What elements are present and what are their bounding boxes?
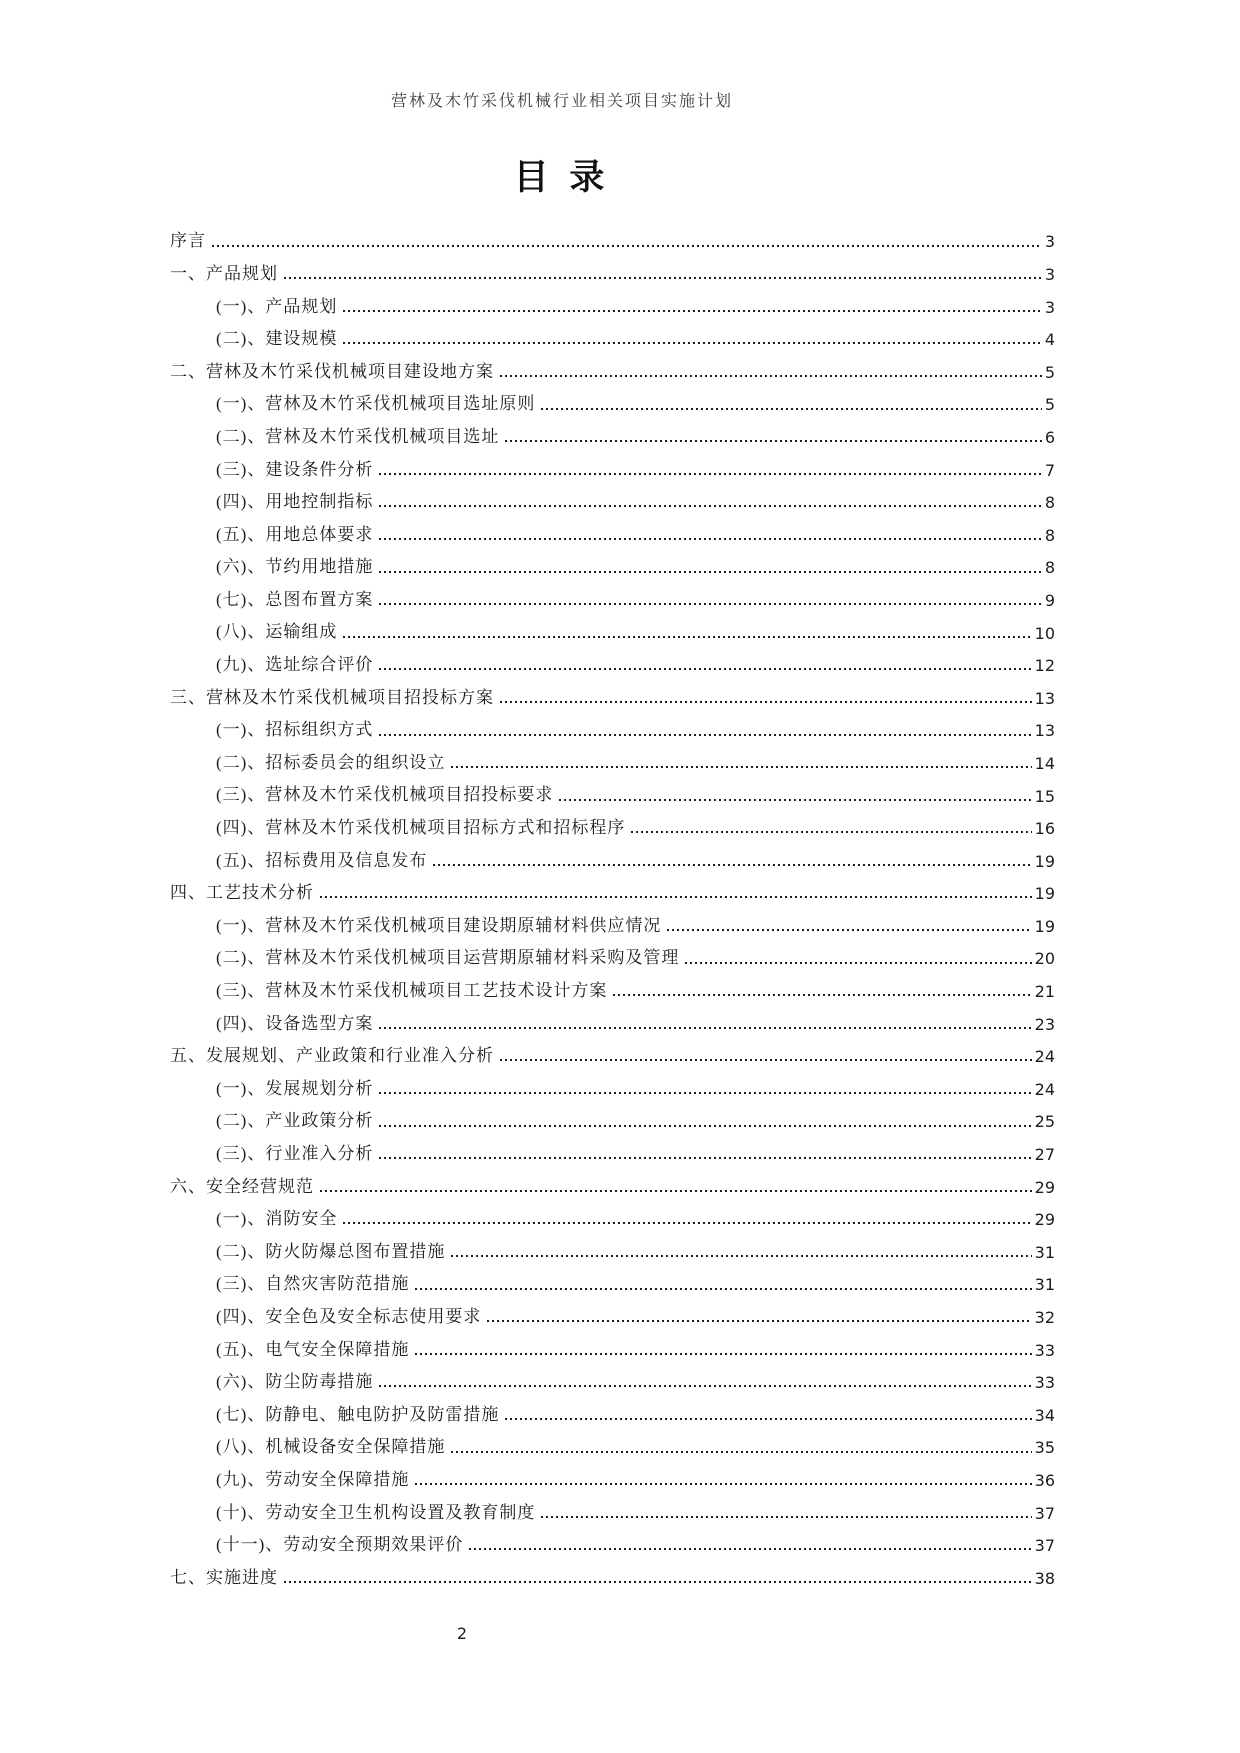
document-header [0, 0, 1124, 111]
toc-entry[interactable] [170, 1068, 1055, 1101]
toc-entry[interactable] [170, 1362, 1055, 1395]
toc-entry-page: 34 [1034, 1405, 1055, 1425]
toc-entry[interactable] [170, 1557, 1055, 1590]
toc-entry-page: 19 [1034, 884, 1055, 904]
toc-dotted-leader [343, 1222, 1031, 1224]
toc-entry-label: (一)、产品规划 [216, 296, 338, 316]
toc-entry-page: 35 [1034, 1438, 1055, 1458]
toc-entry[interactable] [170, 1166, 1055, 1199]
toc-entry-page: 4 [1044, 330, 1055, 350]
toc-entry-label: 五、发展规划、产业政策和行业准入分析 [170, 1046, 494, 1066]
toc-dotted-leader [500, 375, 1042, 377]
toc-entry-page: 32 [1034, 1308, 1055, 1327]
toc-entry[interactable] [170, 645, 1055, 678]
toc-entry-page: 37 [1034, 1503, 1055, 1523]
toc-dotted-leader [685, 962, 1031, 964]
toc-dotted-leader [505, 1418, 1031, 1420]
toc-entry[interactable] [170, 840, 1055, 873]
toc-dotted-leader [379, 1385, 1031, 1387]
toc-entry[interactable] [170, 1101, 1055, 1134]
toc-entry-label: (十一)、劳动安全预期效果评价 [216, 1535, 464, 1555]
toc-entry-label: (八)、机械设备安全保障措施 [216, 1437, 446, 1457]
toc-entry-page: 8 [1044, 493, 1055, 513]
toc-dotted-leader [451, 766, 1031, 768]
toc-entry-label: (六)、节约用地措施 [216, 557, 374, 577]
toc-entry-page: 13 [1034, 688, 1055, 708]
toc-entry-page: 23 [1034, 1014, 1055, 1034]
toc-dotted-leader [415, 1288, 1031, 1290]
toc-dotted-leader [451, 1255, 1031, 1257]
toc-entry[interactable] [170, 938, 1055, 971]
toc-entry-page: 6 [1044, 427, 1055, 447]
toc-entry[interactable] [170, 743, 1055, 776]
toc-dotted-leader [613, 994, 1031, 996]
toc-entry[interactable] [170, 286, 1055, 319]
toc-entry-page: 33 [1034, 1373, 1055, 1393]
toc-entry[interactable] [170, 254, 1055, 287]
toc-entry-label: (四)、设备选型方案 [216, 1013, 374, 1033]
toc-entry-label: (三)、营林及木竹采伐机械项目招投标要求 [216, 785, 554, 805]
toc-dotted-leader [667, 929, 1031, 931]
toc-dotted-leader [343, 310, 1041, 312]
toc-entry[interactable] [170, 221, 1055, 254]
toc-entry[interactable] [170, 1492, 1055, 1525]
toc-dotted-leader [379, 538, 1041, 540]
toc-entry-page: 33 [1034, 1340, 1055, 1360]
toc-dotted-leader [379, 603, 1041, 605]
toc-entry-label: (九)、劳动安全保障措施 [216, 1469, 410, 1489]
toc-entry[interactable] [170, 580, 1055, 613]
toc-dotted-leader [343, 342, 1041, 344]
toc-entry-label: 六、安全经营规范 [170, 1176, 314, 1196]
toc-entry-label: (六)、防尘防毒措施 [216, 1372, 374, 1392]
toc-entry-label: (二)、产业政策分析 [216, 1111, 374, 1131]
toc-entry-label: (七)、防静电、触电防护及防雷措施 [216, 1404, 500, 1424]
toc-entry[interactable] [170, 971, 1055, 1004]
toc-entry-page: 3 [1044, 297, 1055, 317]
toc-entry-page: 29 [1034, 1210, 1055, 1230]
toc-entry[interactable] [170, 808, 1055, 841]
toc-dotted-leader [379, 473, 1041, 475]
toc-entry-label: (八)、运输组成 [216, 622, 338, 642]
toc-entry[interactable] [170, 612, 1055, 645]
toc-entry-label: (二)、防火防爆总图布置措施 [216, 1241, 446, 1261]
toc-entry-label: (二)、招标委员会的组织设立 [216, 752, 446, 772]
toc-dotted-leader [212, 245, 1042, 247]
toc-dotted-leader [379, 1157, 1031, 1159]
toc-entry[interactable] [170, 1199, 1055, 1232]
toc-entry-page: 31 [1034, 1242, 1055, 1262]
toc-dotted-leader [631, 831, 1031, 833]
toc-entry-page: 14 [1034, 753, 1055, 773]
toc-entry[interactable] [170, 319, 1055, 352]
toc-entry-label: (二)、营林及木竹采伐机械项目运营期原辅材料采购及管理 [216, 948, 680, 968]
toc-dotted-leader [433, 864, 1031, 866]
toc-dotted-leader [500, 1059, 1032, 1061]
toc-entry[interactable] [170, 677, 1055, 710]
toc-entry[interactable] [170, 417, 1055, 450]
toc-dotted-leader [415, 1353, 1031, 1355]
toc-dotted-leader [415, 1483, 1031, 1485]
toc-entry-page: 12 [1034, 656, 1055, 676]
toc-entry[interactable] [170, 1231, 1055, 1264]
toc-entry-label: (三)、营林及木竹采伐机械项目工艺技术设计方案 [216, 981, 608, 1000]
toc-entry-label: (五)、招标费用及信息发布 [216, 850, 428, 870]
toc-entry-label: (七)、总图布置方案 [216, 589, 374, 609]
toc-entry-page: 38 [1034, 1568, 1055, 1588]
toc-entry-label: (三)、行业准入分析 [216, 1143, 374, 1163]
toc-entry-label: (二)、建设规模 [216, 329, 338, 349]
footer-page-number: 2 [456, 1624, 468, 1643]
toc-dotted-leader [500, 701, 1032, 703]
toc-entry[interactable] [170, 351, 1055, 384]
toc-entry-page: 24 [1034, 1047, 1055, 1067]
toc-dotted-leader [379, 505, 1041, 507]
toc-entry[interactable] [170, 1427, 1055, 1460]
toc-entry-page: 7 [1044, 460, 1055, 480]
toc-entry-label: (五)、用地总体要求 [216, 524, 374, 544]
toc-entry-page: 15 [1034, 786, 1055, 806]
toc-entry-page: 8 [1044, 525, 1055, 545]
toc-dotted-leader [505, 440, 1041, 442]
toc-entry-label: 七、实施进度 [170, 1567, 278, 1587]
toc-dotted-leader [487, 1320, 1031, 1322]
toc-entry-label: (一)、营林及木竹采伐机械项目选址原则 [216, 394, 536, 414]
toc-entry-page: 25 [1034, 1112, 1055, 1132]
toc-dotted-leader [379, 1092, 1031, 1094]
toc-entry[interactable] [170, 482, 1055, 515]
toc-dotted-leader [284, 277, 1042, 279]
toc-dotted-leader [541, 408, 1041, 410]
toc-entry-page: 13 [1034, 721, 1055, 741]
toc-entry-page: 27 [1034, 1145, 1055, 1165]
toc-entry-label: 二、营林及木竹采伐机械项目建设地方案 [170, 361, 494, 381]
toc-entry[interactable] [170, 1460, 1055, 1493]
toc-entry-label: (四)、安全色及安全标志使用要求 [216, 1306, 482, 1326]
toc-dotted-leader [379, 734, 1031, 736]
toc-entry-label: (一)、消防安全 [216, 1209, 338, 1229]
toc-list [170, 221, 1055, 1590]
toc-dotted-leader [379, 571, 1041, 573]
toc-entry-page: 29 [1034, 1177, 1055, 1197]
toc-entry-label: 三、营林及木竹采伐机械项目招投标方案 [170, 687, 494, 707]
toc-entry-label: (三)、建设条件分析 [216, 459, 374, 479]
toc-entry-label: (三)、自然灾害防范措施 [216, 1274, 410, 1294]
toc-dotted-leader [284, 1581, 1032, 1583]
toc-entry-page: 8 [1044, 558, 1055, 578]
toc-entry-label: (四)、用地控制指标 [216, 492, 374, 512]
toc-entry-page: 19 [1034, 851, 1055, 871]
toc-entry[interactable] [170, 1264, 1055, 1297]
toc-dotted-leader [320, 1190, 1032, 1192]
toc-entry-label: (十)、劳动安全卫生机构设置及教育制度 [216, 1502, 536, 1522]
toc-entry-page: 3 [1044, 232, 1055, 252]
toc-entry[interactable] [170, 514, 1055, 547]
toc-entry-page: 24 [1034, 1079, 1055, 1099]
toc-dotted-leader [559, 799, 1031, 801]
toc-entry[interactable] [170, 775, 1055, 808]
toc-entry[interactable] [170, 1394, 1055, 1427]
toc-entry[interactable] [170, 1329, 1055, 1362]
toc-entry-page: 5 [1044, 362, 1055, 382]
toc-entry[interactable] [170, 1134, 1055, 1167]
toc-dotted-leader [320, 896, 1032, 898]
toc-entry-page: 37 [1034, 1536, 1055, 1556]
toc-entry-page: 5 [1044, 395, 1055, 415]
toc-entry-page: 19 [1034, 916, 1055, 936]
toc-entry[interactable] [170, 1036, 1055, 1069]
toc-entry-label: 一、产品规划 [170, 263, 278, 283]
toc-entry-page: 21 [1034, 982, 1055, 1002]
toc-dotted-leader [541, 1516, 1031, 1518]
toc-entry[interactable] [170, 1525, 1055, 1558]
toc-entry-label: (二)、营林及木竹采伐机械项目选址 [216, 426, 500, 446]
toc-dotted-leader [379, 1125, 1031, 1127]
toc-entry-page: 9 [1044, 590, 1055, 610]
toc-entry[interactable] [170, 710, 1055, 743]
toc-entry[interactable] [170, 449, 1055, 482]
toc-entry-label: (五)、电气安全保障措施 [216, 1339, 410, 1359]
toc-entry-page: 36 [1034, 1470, 1055, 1490]
toc-dotted-leader [451, 1451, 1031, 1453]
toc-entry[interactable] [170, 384, 1055, 417]
toc-dotted-leader [379, 668, 1031, 670]
toc-entry[interactable] [170, 905, 1055, 938]
toc-entry-page: 31 [1034, 1275, 1055, 1295]
toc-title: 目 录 [513, 158, 611, 197]
document-header-title: 营林及木竹采伐机械行业相关项目实施计划 [390, 93, 733, 110]
toc-entry-page: 16 [1034, 819, 1055, 839]
toc-dotted-leader [343, 636, 1031, 638]
toc-dotted-leader [379, 1027, 1031, 1029]
toc-entry-label: (四)、营林及木竹采伐机械项目招标方式和招标程序 [216, 818, 626, 838]
toc-entry-page: 3 [1044, 265, 1055, 284]
toc-entry-label: (九)、选址综合评价 [216, 655, 374, 675]
toc-entry[interactable] [170, 873, 1055, 906]
toc-entry-label: (一)、招标组织方式 [216, 720, 374, 740]
toc-entry-label: (一)、营林及木竹采伐机械项目建设期原辅材料供应情况 [216, 915, 662, 935]
toc-entry-label: 四、工艺技术分析 [170, 883, 314, 903]
toc-entry[interactable] [170, 1003, 1055, 1036]
toc-entry-page: 20 [1034, 949, 1055, 969]
toc-entry-label: (一)、发展规划分析 [216, 1078, 374, 1098]
toc-entry-label: 序言 [170, 231, 206, 251]
toc-dotted-leader [469, 1548, 1031, 1550]
toc-entry[interactable] [170, 1297, 1055, 1330]
toc-entry[interactable] [170, 547, 1055, 580]
toc-entry-page: 10 [1034, 623, 1055, 643]
